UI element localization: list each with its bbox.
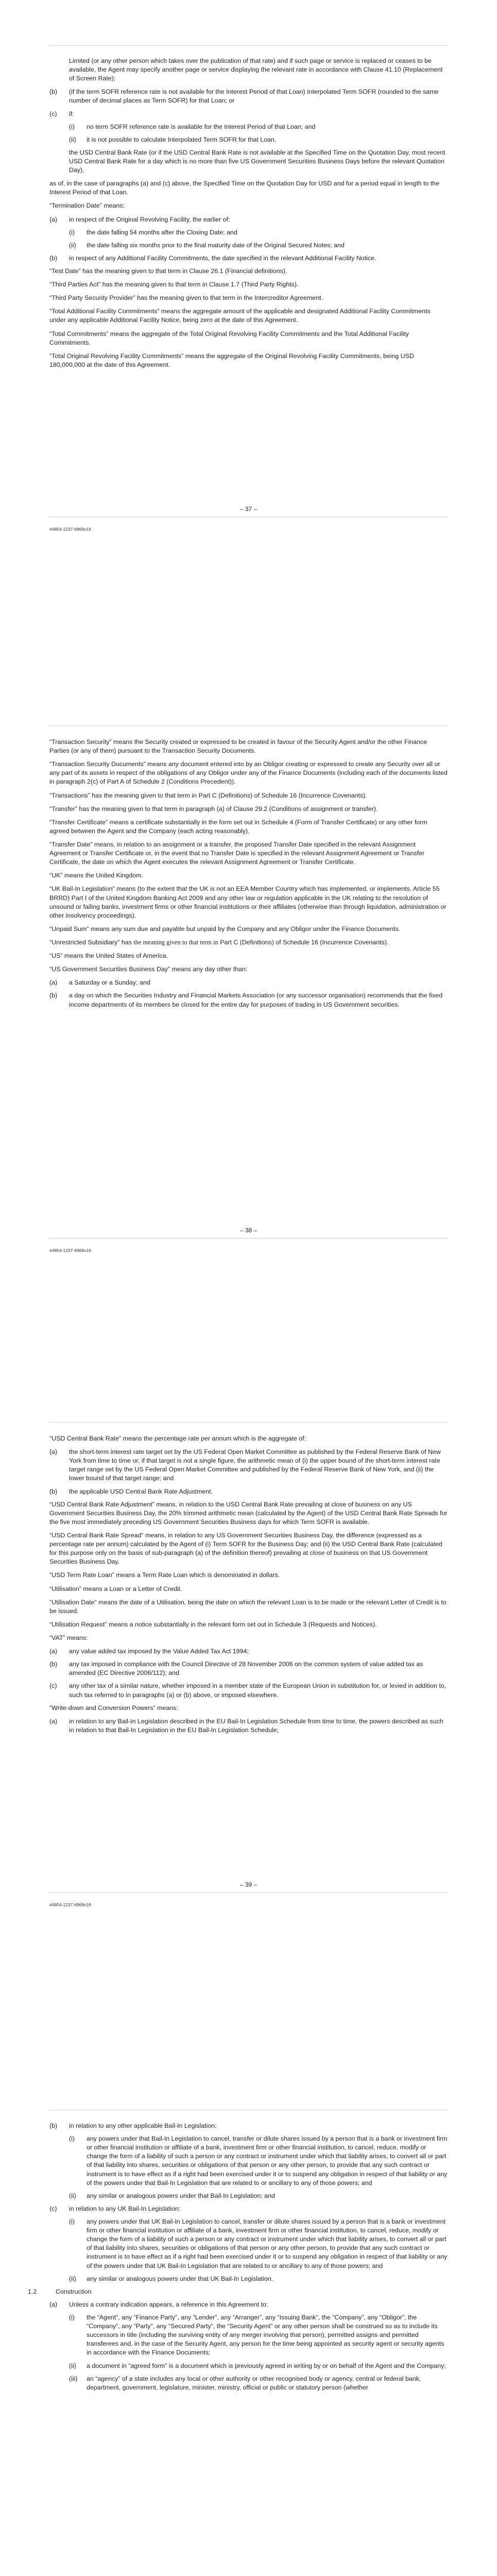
list-item: (b) the applicable USD Central Bank Rate Adjustment. (49, 1487, 213, 1495)
page-number: – 37 – (239, 505, 258, 513)
list-item: (c) any other tax of a similar nature, whether imposed in a member state of the European Union in substitution for, or levied in addition to, such tax referred to in paragraphs (a) or (b) above, or imposed elsewhere. (49, 1682, 447, 1699)
definition-heading: “VAT” means: (49, 1634, 88, 1641)
page-38 (0, 690, 497, 1370)
sub-list-item: (i) the date falling 54 months after the Closing Date; and (69, 228, 237, 236)
definition: “Utilisation” means a Loan or a Letter of Credit. (49, 1585, 182, 1592)
definition: “UK Bail-In Legislation” means (to the extent that the UK is not an EEA Member Country which has implemented, or implements, Article 55 BRRD) Part I of the United Kingdom Banking Act 2009 and any other law or regulation applicable in the UK relating to the resolution of unsound or failing banks, investment firms or other financial institutions or their affiliates (otherwise than through liquidation, administration or other insolvency proceedings). (49, 885, 447, 919)
definition: “Transactions” has the meaning given to that term in Part C (Definitions) of Schedule 16 (Incurrence Covenants). (49, 791, 367, 799)
definition: “USD Central Bank Rate Adjustment” means, in relation to the USD Central Bank Rate prevailing at close of business on any US Government Securities Business Day, the 20% trimmed arithmetic mean (calculated by the Agent) of the USD Central Bank Rate Spreads for the five most immediately preceding US Government Securities Business days for which Term SOFR is available. (49, 1500, 448, 1526)
definition: “Unpaid Sum” means any sum due and payable but unpaid by the Company and any Obligor under the Finance Documents. (49, 925, 401, 933)
definition: “Utilisation Request” means a notice substantially in the relevant form set out in Schedule 3 (Requests and Notices). (49, 1620, 377, 1628)
list-item: (a) any value added tax imposed by the Value Added Tax Act 1994; (49, 1648, 249, 1655)
sub-list-item: (i) the “Agent”, any “Finance Party”, any “Lender”, any “Arranger”, any “Issuing Bank”, the “Company”, any “Obligor”, the “Company”, any “Party”, any “Secured Party”, the “Security Agent” or any other person shall be construed so as to include its successors in title (including the surviving entity of any merger involving that person), permitted assigns and permitted transferees and, in the case of the Security Agent, any person for the time being appointed as security agent or security agents in accordance with the Finance Documents; (69, 2313, 444, 2357)
page-39-body (49, 1434, 448, 1739)
sub-list-item: (i) any powers under that Bail-In Legislation to cancel, transfer or dilute shares issued by a person that is a bank or investment firm or other financial institution or affiliate of a bank, investment firm or other financial institution, to cancel, reduce, modify or change the form of a liability of such a person or any contract or instrument under which that liability arises, to convert all or part of that liability into shares, securities or obligations of that person or any other person, to provide that any such contract or instrument is to have effect as if a right had been exercised under it or to suspend any obligation in respect of that liability or any of the powers under that Bail-In Legislation that are related to or ancillary to any of those powers; and (69, 2135, 448, 2187)
page-top-rule (49, 725, 448, 726)
list-item: (b) in relation to any other applicable Bail-In Legislation: (49, 2122, 217, 2129)
page-bottom-rule (49, 1238, 448, 1239)
page-37 (0, 0, 497, 690)
list-item: (b) in respect of any Additional Facility Commitments, the date specified in the relevant Additional Facility Notice. (49, 254, 376, 262)
definition: “Total Original Revolving Facility Commitments” means the aggregate of the Original Revolving Facility Commitments, being USD 180,000,000 at the date of this Agreement. (49, 352, 414, 368)
definition: “Third Party Security Provider” has the meaning given to that term in the Intercreditor Agreement. (49, 294, 323, 302)
document-id: #4854-1237-6969v16 (49, 1902, 91, 1907)
definition: “USD Central Bank Rate Spread” means, in relation to any US Government Securities Business Day, the difference (expressed as a percentage rate per annum) calculated by the Agent of (i) Term SOFR for the Business Day; and (ii) the USD Central Bank Rate (calculated for this purpose only on the basis of sub-paragraph (a) of the definition thereof) prevailing at close of business on that US Government Securities Business Day. (49, 1531, 442, 1566)
sub-list-item: (ii) any similar or analogous powers under that UK Bail-In Legislation. (69, 2275, 273, 2282)
page-40 (0, 2081, 497, 2576)
definition: “Transfer” has the meaning given to that term in paragraph (a) of Clause 29.2 (Conditions of assignment or transfer). (49, 805, 378, 812)
page-38-body (49, 738, 448, 1013)
section-heading: 1.2 Construction (28, 2287, 92, 2295)
page-bottom-rule (49, 1892, 448, 1893)
list-item: (b) any tax imposed in compliance with the Council Directive of 28 November 2006 on the common system of value added tax as amended (EC Directive 2006/112); and (49, 1660, 423, 1677)
definition: “USD Term Rate Loan” means a Term Rate Loan which is denominated in dollars. (49, 1571, 280, 1579)
sub-list-item: (iii) an “agency” of a state includes any local or other authority or other recognised body or agency, central or federal bank, department, government, legislature, minister, ministry, official or public or statutory person (whether (69, 2375, 421, 2391)
definition: “Unrestricted Subsidiary” has the meaning given to that term in Part C (Definitions) of Schedule 16 (Incurrence Covenants). (49, 938, 389, 946)
definition: “Transaction Security” means the Security created or expressed to be created in favour of the Security Agent and/or the other Finance Parties (or any of them) pursuant to the Transaction Security Documents. (49, 738, 427, 755)
document-id: #4854-1237-6969v16 (49, 1248, 91, 1253)
sub-list-item: (i) any powers under that UK Bail-In Legislation to cancel, transfer or dilute shares issued by a person that is a bank or investment firm or other financial institution or affiliate of a bank, investment firm or other financial institution, to cancel, reduce, modify or change the form of a liability of such a person or any contract or instrument under which that liability arises, to convert all or part of that liability into shares, securities or obligations of that person or any other person, to provide that any such contract or instrument is to have effect as if a right had been exercised under it or to suspend any obligation in respect of that liability or any of the powers under that UK Bail-In Legislation that are related to or ancillary to any of those powers; and (69, 2217, 448, 2269)
sub-list-item: (i) no term SOFR reference rate is available for the Interest Period of that Loan; and (69, 123, 316, 130)
page-number: – 38 – (239, 1227, 258, 1234)
page-number: – 39 – (239, 1881, 258, 1888)
definition: “Test Date” has the meaning given to that term in Clause 26.1 (Financial definitions). (49, 267, 287, 275)
list-item: (a) a Saturday or a Sunday; and (49, 979, 150, 987)
definition: “US” means the United States of America. (49, 952, 168, 960)
definition-heading: “Write-down and Conversion Powers” means: (49, 1704, 178, 1711)
list-item: (c) if: (49, 110, 74, 117)
definition-heading: “USD Central Bank Rate” means the percentage rate per annum which is the aggregate of: (49, 1435, 306, 1442)
page-40-body (28, 2122, 448, 2396)
sub-list-item: (ii) the date falling six months prior to the final maturity date of the Original Secured Notes; and (69, 241, 345, 249)
sub-list-item: (ii) a document in “agreed form” is a document which is previously agreed in writing by or on behalf of the Agent and the Company; (69, 2362, 446, 2369)
sub-list-item: (ii) any similar or analogous powers under that Bail-In Legislation; and (69, 2192, 275, 2199)
sub-list-item: (ii) it is not possible to calculate Interpolated Term SOFR for that Loan, (69, 135, 277, 143)
list-item: (b) a day on which the Securities Industry and Financial Markets Association (or any successor organisation) recommends that the fixed income departments of its members be closed for the entire day for purposes of trading in US Government securities. (49, 992, 443, 1008)
paragraph: the USD Central Bank Rate (or if the USD Central Bank Rate is not available at the Specified Time on the Quotation Day, most recent USD Central Bank Rate for a day which is no more than five US Government Securities Business Days before the relevant Quotation Day), (69, 148, 445, 174)
list-item: (a) the short-term interest rate target set by the US Federal Open Market Committee as published by the Federal Reserve Bank of New York from time to time or, if that target is not a single figure, the arithmetic mean of (i) the upper bound of the short-term interest rate target range set by the US Federal Open Market Committee and published by the Federal Reserve Bank of New York, and (ii) the lower bound of that target range; and (49, 1448, 441, 1482)
definition-heading: “Termination Date” means: (49, 202, 125, 210)
list-item: (c) in relation to any UK Bail-In Legislation: (49, 2205, 181, 2212)
list-item: (b) (if the term SOFR reference rate is not available for the Interest Period of that Loan) Interpolated Term SOFR (rounded to the same number of decimal places as Term SOFR) for that Loan; or (49, 88, 439, 105)
list-item: (a) in relation to any Bail-In Legislation described in the EU Bail-In Legislation Schedule from time to time, the powers described as such in relation to that Bail-In Legislation in the EU Bail-In Legislation Schedule; (49, 1717, 443, 1734)
definition: “Utilisation Date” means the date of a Utilisation, being the date on which the relevant Loan is to be made or the relevant Letter of Credit is to be issued. (49, 1598, 447, 1615)
definition: “Transfer Certificate” means a certificate substantially in the form set out in Schedule 4 (Form of Transfer Certificate) or any other form agreed between the Agent and the Company (each acting reasonably). (49, 818, 427, 835)
page-39 (0, 1370, 497, 2081)
list-item: (a) Unless a contrary indication appears, a reference in this Agreement to: (49, 2300, 268, 2308)
definition: “UK” means the United Kingdom. (49, 872, 143, 879)
definition: “Total Commitments” means the aggregate of the Total Original Revolving Facility Commitments and the Total Additional Facility Commitments. (49, 330, 409, 346)
definition: “Total Additional Facility Commitments” means the aggregate amount of the applicable and designated Additional Facility Commitments under any applicable Additional Facility Notice, being zero at the date of this Agreement. (49, 308, 431, 324)
definition: “Transaction Security Documents” means any document entered into by an Obligor creating or expressed to create any Security over all or any part of its assets in respect of the obligations of any Obligor under any of the Finance Documents (including each of the documents listed in paragraph 2(c) of Part A of Schedule 2 (Conditions Precedent)). (49, 760, 448, 786)
definition: “Third Parties Act” has the meaning given to that term in Clause 1.7 (Third Party Rights). (49, 281, 299, 289)
paragraph: Limited (or any other person which takes over the publication of that rate) and if such page or service is replaced or ceases to be available, the Agent may specify another page or service displaying the relevant rate in accordance with Clause 41.10 (Replacement of Screen Rate); (69, 57, 443, 82)
definition: “Transfer Date” means, in relation to an assignment or a transfer, the proposed Transfer Date specified in the relevant Assignment Agreement or Transfer Certificate or, in the event that no Transfer Date is specified in the relevant Assignment Agreement or Transfer Certificate, the date on which the Agent executes the relevant Assignment Agreement or Transfer Certificate. (49, 840, 424, 866)
paragraph: as of, in the case of paragraphs (a) and (c) above, the Specified Time on the Quotation Day for USD and for a period equal in length to the Interest Period of that Loan. (49, 180, 439, 196)
list-item: (a) in respect of the Original Revolving Facility, the earlier of: (49, 215, 230, 223)
document-id: #4854-1237-6969v16 (49, 527, 91, 532)
page-top-rule (49, 45, 448, 46)
definition-heading: “US Government Securities Business Day” means any day other than: (49, 965, 248, 973)
page-37-body (49, 57, 448, 374)
